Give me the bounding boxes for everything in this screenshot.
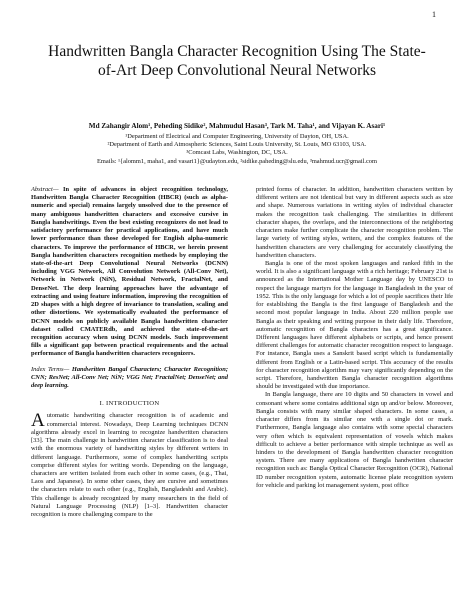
affiliation-line: ¹Department of Electrical and Computer Engineering, University of Dayton, OH, USA.: [125, 133, 349, 140]
right-column: [256, 186, 453, 490]
page-number: 1: [432, 10, 436, 19]
index-terms: [31, 366, 228, 391]
affiliation-line: ³Comcast Labs, Washington, DC, USA.: [186, 149, 288, 157]
index-terms-text: Handwritten Bangal Characters; Character Recognition; CNN; ResNet; All-Conv Net; NiN; VGG Net; FractalNet; DenseNet; and deep learning.: [31, 365, 228, 390]
affiliation-line: ²Department of Earth and Atmospheric Sciences, Saint Louis University, St. Louis, MO 63103, USA.: [107, 141, 367, 149]
abstract: [31, 186, 228, 359]
intro-paragraph: [31, 412, 228, 519]
author-list: Md Zahangir Alom¹, Peheding Sidike², Mahmudul Hasan³, Tark M. Taha¹, and Vijayan K. Asari¹: [88, 122, 386, 130]
left-column: [31, 186, 228, 519]
drop-cap: A: [31, 410, 45, 432]
index-terms-label: Index Terms—: [31, 365, 70, 373]
affiliations: [30, 133, 444, 166]
body-paragraph: Bangla is one of the most spoken languages and ranked fifth in the world. It is also a significant language with a rich heritage; February 21st is announced as the International Mother Language day by UNESCO to respect the language martyrs for the language in Bangladesh in the year of 1952. This is the only language for which a lot of people sacrifices their life for establishing the Bangla is the first language of Bangladesh and the second most popular language in India. About 220 million people use Bangla as their speaking and writing purpose in their daily life. Therefore, automatic recognition of Bangla characters has a great significance. Different languages have different alphabets or scripts, and hence present different challenges for automatic character recognition respect to language. For instance, Bangla uses a Sanskrit based script which is fundamentally different from English or a Latin-based script. This accuracy of the results for character recognition algorithm may vary significantly depending on the script. Therefore, handwritten Bangla character recognition algorithms should be investigated with due importance.: [256, 259, 453, 391]
intro-text: utomatic handwriting character recognition is of academic and commercial interest. Nowadays, Deep Learning techniques DCNN algorithms already excel in learning to recognize handwritten characters [33]. The main challenge in handwritten character classification is to deal with the enormous variety of handwriting styles by different writers in different language. Furthermore, some of complex handwriting scripts comprise different styles for writing words. Depending on the language, characters are written isolated from each other in some cases, (e.g., Thai, Laos and Japanese). In some other cases, they are cursive and sometimes the characters relate to each other (e.g., English, Bangladeshi and Arabic). This challenge is already recognized by many researchers in the field of Natural Language Processing (NLP) [1–3]. Handwritten character recognition is more challenging compare to the: [31, 412, 228, 519]
paper-title: Handwritten Bangla Character Recognition Using The State-of-Art Deep Convolutional Neural Networks: [48, 43, 426, 79]
abstract-text: In spite of advances in object recognition technology, Handwritten Bangla Character Recognition (HBCR) (such as alpha-numeric and special) remains largely unsolved due to the presence of many ambiguous handwritten characters and excessive cursive in Bangla handwritings. Even the best existing recognizers do not lead to satisfactory performance for practical applications, and have much lower performance than those developed for English alpha-numeric characters. To improve the performance of HBCR, we herein present Bangla handwritten characters recognition methods by employing the state-of-the-art Deep Convolutional Neural Networks (DCNN) including VGG Network, All Convolution Network (All-Conv Net), Network in Network (NiN), Residual Network, FractalNet, and DenseNet. The deep learning approaches have the advantage of extracting and using feature information, improving the recognition of 2D shapes with a high degree of invariance to translation, scaling and other distortions. We systematically evaluated the performance of DCNN models on publicly available Bangla handwritten character dataset called CMATERdb, and achieved the state-of-the-art recognition accuracy when using DCNN models. Such improvement fills a significant gap between practical requirements and the actual performance of Bangla handwritten characters recognizers.: [31, 186, 228, 358]
body-paragraph: In Bangla language, there are 10 digits and 50 characters in vowel and consonant where some contains additional sign up and/or below. Moreover, Bangla consists with many similar shaped characters. In some cases, a character differs from its similar one with a single dot or mark. Furthermore, Bangla language also contains with some special characters very often which is equivalent representation of vowels which makes difficult to achieve a better performance with simple technique as well as hinders to the development of Bangla handwritten character recognition system. There are many applications of Bangla handwritten character recognition such as: Bangla Optical Character Recognition (OCR), National ID number recognition system, automatic license plate recognition system for vehicle and parking lot management system, post office: [256, 391, 453, 489]
body-paragraph: printed forms of character. In addition, handwritten characters written by different writers are not identical but vary in different aspects such as size and shape. Numerous variations in writing styles of individual character makes the recognition task challenging. The similarities in different character shapes, the overlaps, and the interconnections of the neighboring characters make further complicate the character recognition problem. The large variety of writing styles, writers, and the complex features of the handwritten characters are very challenging for accurately classifying the handwritten characters.: [256, 186, 453, 259]
section-heading: I. INTRODUCTION: [99, 400, 160, 408]
email-line: Emails: ¹{alomm1, maha1, and vasari1}@udayton.edu, ²sidike.paheding@slu.edu, ³mahmud.ucr@gmail.com: [97, 157, 377, 165]
abstract-label: Abstract—: [31, 186, 59, 193]
